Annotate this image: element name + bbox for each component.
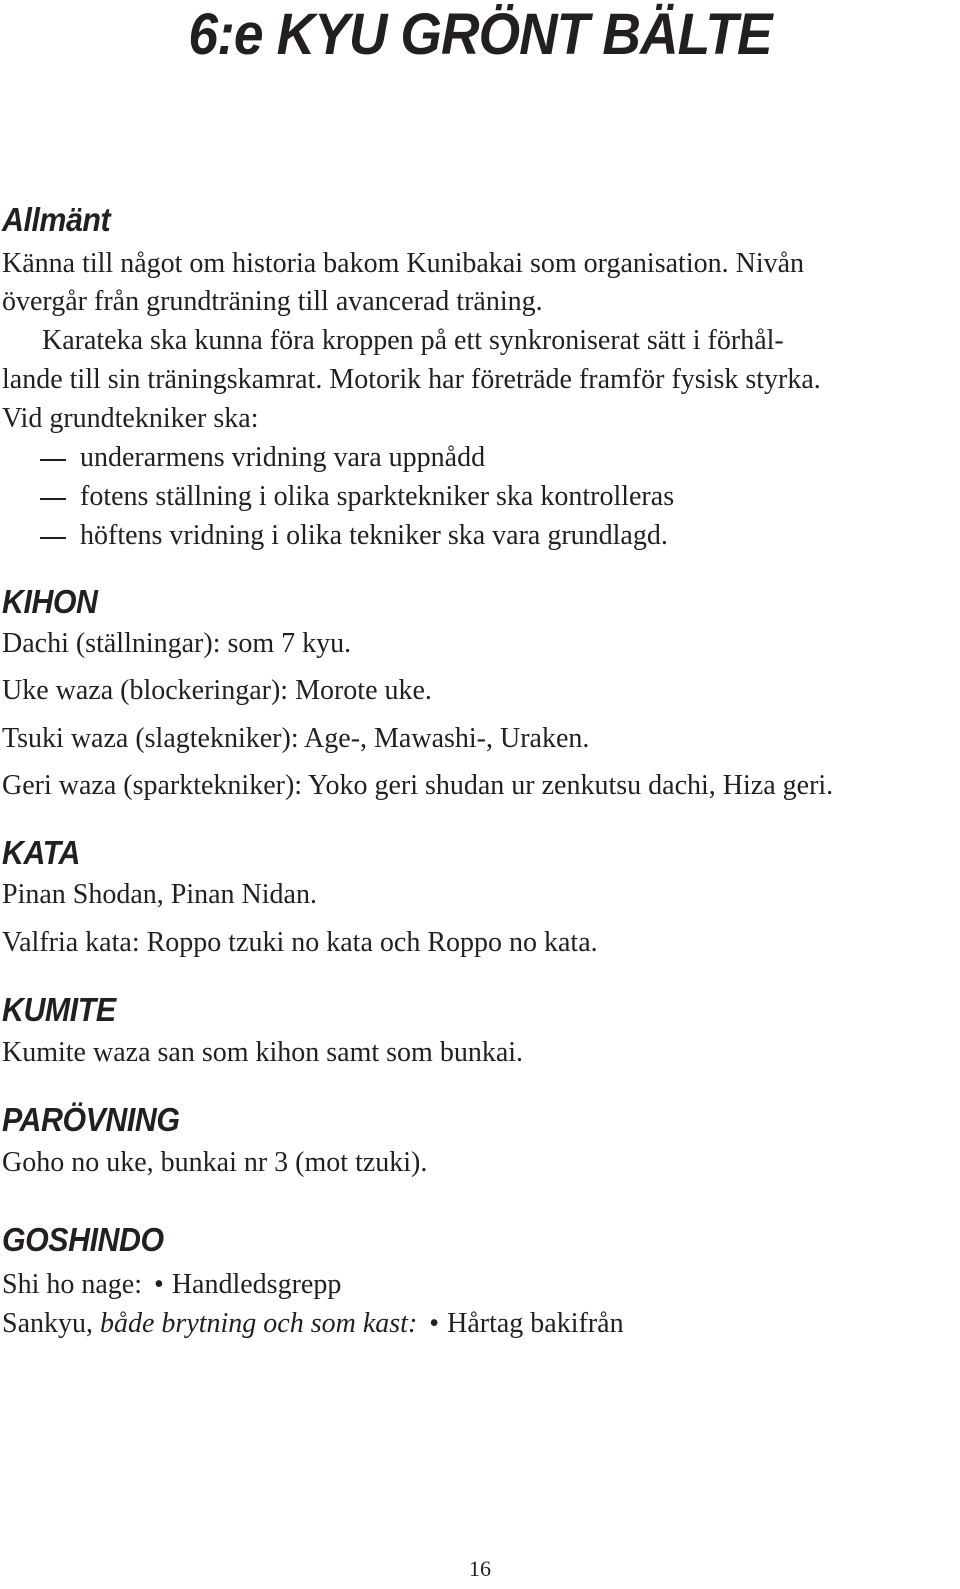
goshindo-value: Hårtag bakifrån [447, 1308, 624, 1339]
allmant-line-3: Karateka ska kunna föra kroppen på ett synkroniserat sätt i förhål- [42, 325, 784, 356]
goshindo-row-2 [2, 1305, 624, 1343]
goshindo-value: Handledsgrepp [171, 1269, 342, 1300]
section-heading-kihon: KIHON [2, 583, 98, 620]
kihon-line-1: Dachi (ställningar): som 7 kyu. [2, 628, 352, 659]
kihon-line-2: Uke waza (blockeringar): Morote uke. [2, 675, 432, 706]
goshindo-label-italic: både brytning och som kast: [100, 1308, 418, 1339]
page-number: 16 [469, 1556, 491, 1581]
dash-marker [40, 459, 66, 461]
page-title: 6:e KYU GRÖNT BÄLTE [188, 2, 772, 67]
kihon-line-4: Geri waza (sparktekniker): Yoko geri shudan ur zenkutsu dachi, Hiza geri. [2, 770, 834, 801]
goshindo-row-1 [2, 1266, 341, 1304]
list-item [0, 439, 485, 477]
section-heading-parovning: PARÖVNING [2, 1101, 180, 1138]
goshindo-label: Sankyu, [2, 1308, 93, 1339]
allmant-line-1: Känna till något om historia bakom Kunibakai som organisation. Nivån [2, 248, 805, 279]
parovning-line-1: Goho no uke, bunkai nr 3 (mot tzuki). [2, 1147, 428, 1178]
bullet-marker: • [154, 1269, 164, 1300]
bullet-marker: • [429, 1308, 440, 1339]
kata-line-1: Pinan Shodan, Pinan Nidan. [2, 879, 317, 910]
list-item-text: höftens vridning i olika tekniker ska vara grundlagd. [80, 520, 668, 551]
kata-line-2: Valfria kata: Roppo tzuki no kata och Roppo no kata. [2, 927, 598, 958]
dash-marker [40, 498, 66, 500]
allmant-line-5: Vid grundtekniker ska: [2, 403, 259, 434]
section-heading-kumite: KUMITE [2, 991, 116, 1028]
list-item [0, 478, 674, 516]
list-item-text: underarmens vridning vara uppnådd [80, 442, 486, 473]
dash-marker [40, 537, 66, 539]
goshindo-label: Shi ho nage: [2, 1269, 142, 1300]
list-item-text: fotens ställning i olika sparktekniker ska kontrolleras [80, 481, 675, 512]
allmant-line-4: lande till sin träningskamrat. Motorik har företräde framför fysisk styrka. [2, 364, 821, 395]
section-heading-kata: KATA [2, 834, 80, 871]
kumite-line-1: Kumite waza san som kihon samt som bunkai. [2, 1037, 524, 1068]
section-heading-allmant: Allmänt [2, 201, 111, 238]
list-item [0, 517, 668, 555]
kihon-line-3: Tsuki waza (slagtekniker): Age-, Mawashi-, Uraken. [2, 723, 590, 754]
section-heading-goshindo: GOSHINDO [2, 1221, 164, 1258]
allmant-line-2: övergår från grundträning till avancerad träning. [2, 286, 543, 317]
